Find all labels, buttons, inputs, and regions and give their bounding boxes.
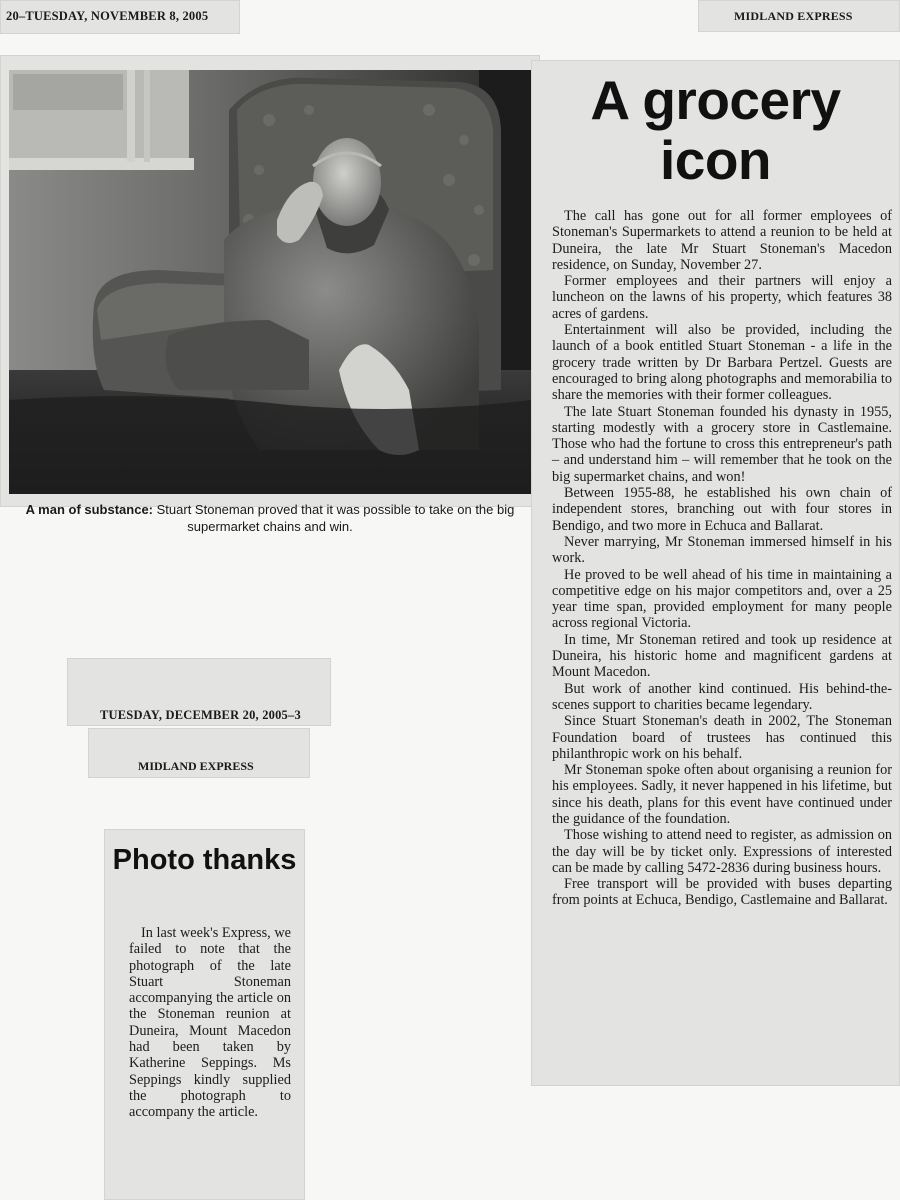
second-clipping-date: TUESDAY, DECEMBER 20, 2005–3 [100, 708, 301, 722]
date-stamp-clipping [67, 658, 331, 726]
portrait-photo [9, 70, 531, 494]
top-right-header: MIDLAND EXPRESS [734, 9, 853, 23]
second-clipping-paper-name: MIDLAND EXPRESS [138, 759, 254, 773]
article-body [552, 208, 892, 909]
article-paragraph: The call has gone out for all former employees of Stoneman's Supermarkets to attend a reunion to be held at Duneira, the late Mr Stuart Stoneman's Macedon residence, on Sunday, November 27. [552, 208, 892, 273]
article-paragraph: The late Stuart Stoneman founded his dynasty in 1955, starting modestly with a grocery store in Castlemaine. Those who had the fortune to cross this entrepreneur's path – and understand him – will remember that he took on the big supermarket chains, and won! [552, 403, 892, 485]
article-paragraph: Since Stuart Stoneman's death in 2002, The Stoneman Foundation board of trustees has continued this philanthropic work on his behalf. [552, 713, 892, 762]
photo-thanks-body [129, 925, 291, 1121]
photo-caption-lead: A man of substance: [25, 502, 154, 517]
top-left-header-clipping [0, 0, 240, 34]
article-paragraph: Free transport will be provided with buses departing from points at Echuca, Bendigo, Castlemaine and Ballarat. [552, 876, 892, 909]
photo-thanks-clipping [104, 829, 305, 1200]
article-paragraph: Between 1955-88, he established his own chain of independent stores, branching out with four stores in Bendigo, and two more in Echuca and Ballarat. [552, 485, 892, 534]
article-clipping [531, 60, 900, 1086]
top-right-header-clipping [698, 0, 900, 32]
article-paragraph: Never marrying, Mr Stoneman immersed himself in his work. [552, 533, 892, 567]
article-paragraph: He proved to be well ahead of his time in maintaining a competitive edge on his major competitors and, over a 25 year time span, provided employment for many people across regional Victoria. [552, 566, 892, 632]
paper-name-clipping [88, 728, 310, 778]
article-paragraph: Mr Stoneman spoke often about organising a reunion for his employees. Sadly, it never happened in his lifetime, but since his death, plans for this event have continued under the guidance of the foundation. [552, 762, 892, 827]
article-paragraph: Former employees and their partners will enjoy a luncheon on the lawns of his property, which features 38 acres of gardens. [552, 273, 892, 322]
article-paragraph: Those wishing to attend need to register, as admission on the day will be by ticket only. Expressions of interested can be made by calling 5472-2836 during business hours. [552, 827, 892, 876]
photo-thanks-paragraph: In last week's Express, we failed to note that the photograph of the late Stuart Stoneman accompanying the article on the Stoneman reunion at Duneira, Mount Macedon had been taken by Katherine Seppings. Ms Seppings kindly supplied the photograph to accompany the article. [129, 925, 291, 1121]
photo-caption [14, 501, 526, 535]
photo-thanks-title: Photo thanks [112, 844, 297, 876]
article-paragraph: But work of another kind continued. His behind-the-scenes support to charities became legendary. [552, 680, 892, 713]
article-headline: A grocery icon [590, 69, 841, 191]
article-paragraph: In time, Mr Stoneman retired and took up residence at Duneira, his historic home and magnificent gardens at Mount Macedon. [552, 631, 892, 681]
top-left-header: 20–TUESDAY, NOVEMBER 8, 2005 [6, 9, 209, 23]
photo-clipping [0, 55, 540, 534]
photo-caption-text: Stuart Stoneman proved that it was possible to take on the big supermarket chains and win. [156, 502, 515, 534]
article-paragraph: Entertainment will also be provided, including the launch of a book entitled Stuart Stoneman - a life in the grocery trade written by Dr Barbara Pertzel. Guests are encouraged to bring along photographs and memorabilia to share the memories with their former colleagues. [552, 322, 892, 404]
